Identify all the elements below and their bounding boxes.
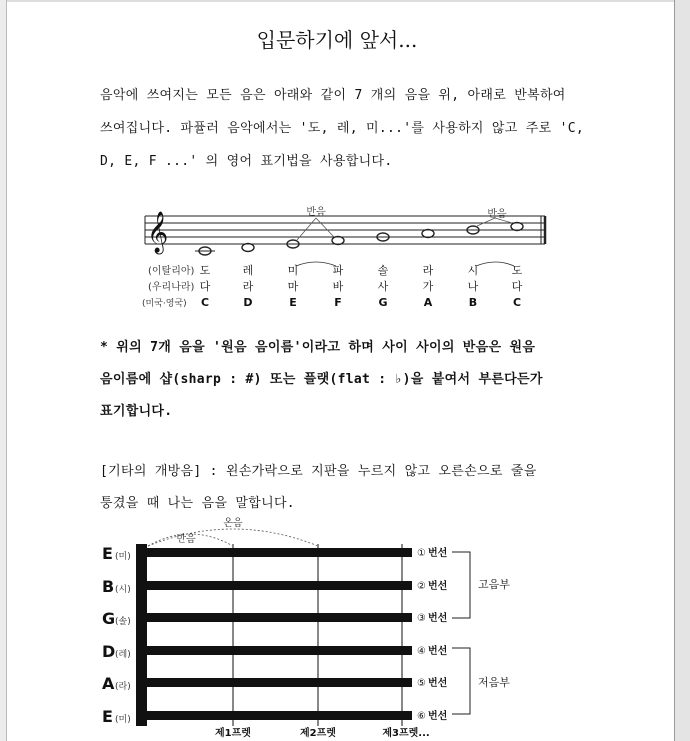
guitar-line: [기타의 개방음] : 왼손가락으로 지판을 누르지 않고 오른손으로 줄을 [100,464,537,479]
string-letter: A [102,674,115,693]
string-number-label: 번선 [428,548,448,559]
string-1 [147,548,412,557]
string-number-label: 번선 [428,711,448,722]
note-line: 음이름에 샵(sharp : #) 또는 플랫(flat : ♭)을 붙여서 부른다든가 [100,372,543,387]
english-name: F [334,296,342,309]
semitone-label: 반음 [487,209,507,220]
high-register-label: 고음부 [478,578,510,591]
italian-name: 레 [242,264,254,277]
italian-name: 파 [332,264,344,277]
treble-clef-icon: 𝄞 [147,212,169,253]
string-solfege: (레) [115,650,131,660]
english-name: C [512,296,522,309]
window-scrollbar[interactable] [674,0,690,741]
string-5 [147,678,412,687]
string-letter: D [102,642,116,661]
page-title: 입문하기에 앞서... [256,28,418,52]
note-line: 표기합니다. [100,404,173,419]
string-solfege: (미) [115,715,131,725]
note-d [242,244,254,252]
string-number: ② [417,581,426,592]
string-number-label: 번선 [428,581,448,592]
string-6 [147,711,412,720]
fret-label: 제2프렛 [300,728,336,739]
italian-name: 라 [422,264,434,277]
fret-label: 제3프렛... [382,728,430,739]
page-frame-top [0,0,690,2]
staff-diagram [0,196,674,326]
string-number: ① [417,548,426,559]
row-label-korean: (우리나라) [148,282,195,293]
semitone-label: 반음 [176,534,196,545]
low-register-label: 저음부 [478,676,510,689]
note-line: * 위의 7개 음을 '원음 음이름'이라고 하며 사이 사이의 반음은 원음 [100,340,536,355]
string-letter: B [102,577,115,596]
string-2 [147,581,412,590]
italian-name: 시 [467,264,479,277]
string-number: ③ [417,613,426,624]
korean-name: 가 [422,280,434,293]
string-solfege: (솔) [115,617,131,627]
italian-name: 도 [199,264,211,277]
english-name: A [423,296,433,309]
string-solfege: (시) [115,585,131,595]
string-letter: E [102,707,113,726]
string-letter: E [102,544,113,563]
low-register-bracket [452,648,470,714]
string-letter: G [102,609,116,628]
string-number-label: 번선 [428,678,448,689]
korean-name: 사 [377,280,389,293]
intro-line: 음악에 쓰여지는 모든 음은 아래와 같이 7 개의 음을 위, 아래로 반복하여 [100,88,566,103]
string-3 [147,613,412,622]
fret-label: 제1프렛 [215,728,251,739]
korean-name: 나 [467,280,479,293]
korean-name: 마 [287,280,299,293]
high-register-bracket [452,552,470,618]
english-name: E [289,296,297,309]
korean-name: 다 [511,280,523,293]
english-name: C [200,296,210,309]
string-4 [147,646,412,655]
guitar-line: 퉁겼을 때 나는 음을 말합니다. [100,496,295,511]
intro-line: D, E, F ...' 의 영어 표기법을 사용합니다. [100,154,393,169]
korean-name: 라 [242,280,254,293]
row-label-italian: (이탈리아) [148,266,195,277]
note-f [332,237,344,245]
korean-name: 다 [199,280,211,293]
note-c-high [511,223,523,231]
english-name: D [243,296,253,309]
string-number-label: 번선 [428,613,448,624]
italian-name: 솔 [377,264,389,277]
note-a [422,230,434,238]
fretboard-diagram [0,514,674,739]
string-solfege: (미) [115,552,131,562]
string-number: ⑥ [417,711,426,722]
guitar-nut [136,544,147,726]
semitone-label: 반음 [306,207,326,218]
row-label-english: (미국·영국) [142,299,187,309]
string-solfege: (라) [115,682,131,692]
string-number: ⑤ [417,678,426,689]
italian-name: 도 [511,264,523,277]
intro-line: 쓰여집니다. 파퓰러 음악에서는 '도, 레, 미...'를 사용하지 않고 주로 'C, [100,121,584,136]
korean-name: 바 [332,280,344,293]
whole-tone-label: 온음 [223,518,243,529]
english-name: G [378,296,388,309]
italian-name: 미 [287,264,299,277]
string-number: ④ [417,646,426,657]
string-number-label: 번선 [428,646,448,657]
english-name: B [468,296,478,309]
